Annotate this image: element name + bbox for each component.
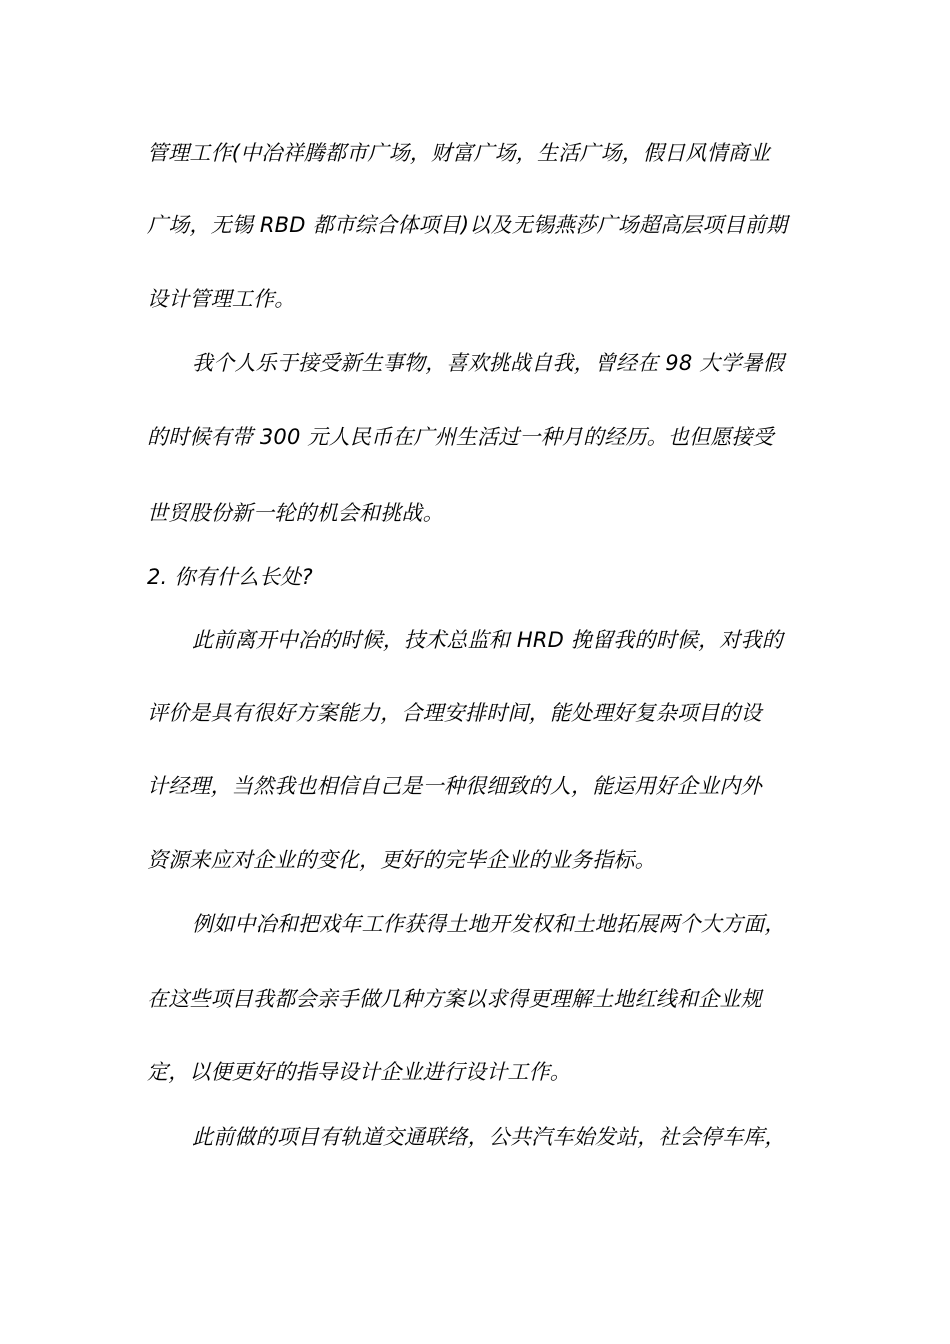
paragraph-line: 的时候有带 300 元人民币在广州生活过一种月的经历。也但愿接受 <box>147 425 774 449</box>
paragraph-line: 世贸股份新一轮的机会和挑战。 <box>147 501 444 525</box>
paragraph-line: 此前做的项目有轨道交通联络，公共汽车始发站，社会停车库， <box>192 1125 786 1149</box>
paragraph-line: 评价是具有很好方案能力，合理安排时间，能处理好复杂项目的设 <box>147 701 762 725</box>
paragraph-line: 定，以便更好的指导设计企业进行设计工作。 <box>147 1060 571 1084</box>
paragraph-line: 设计管理工作。 <box>147 287 296 311</box>
paragraph-line: 在这些项目我都会亲手做几种方案以求得更理解土地红线和企业规 <box>147 987 762 1011</box>
paragraph-line: 管理工作(中冶祥腾都市广场，财富广场，生活广场，假日风情商业 <box>147 141 771 165</box>
paragraph-line: 计经理，当然我也相信自己是一种很细致的人，能运用好企业内外 <box>147 774 762 798</box>
paragraph-line: 例如中冶和把戏年工作获得土地开发权和土地拓展两个大方面， <box>192 912 786 936</box>
paragraph-line: 我个人乐于接受新生事物，喜欢挑战自我，曾经在 98 大学暑假 <box>192 351 785 375</box>
section-heading: 2. 你有什么长处? <box>147 565 313 589</box>
paragraph-line: 此前离开中冶的时候，技术总监和 HRD 挽留我的时候，对我的 <box>192 628 783 652</box>
paragraph-line: 广场，无锡 RBD 都市综合体项目)以及无锡燕莎广场超高层项目前期 <box>147 213 788 237</box>
paragraph-line: 资源来应对企业的变化，更好的完毕企业的业务指标。 <box>147 848 656 872</box>
